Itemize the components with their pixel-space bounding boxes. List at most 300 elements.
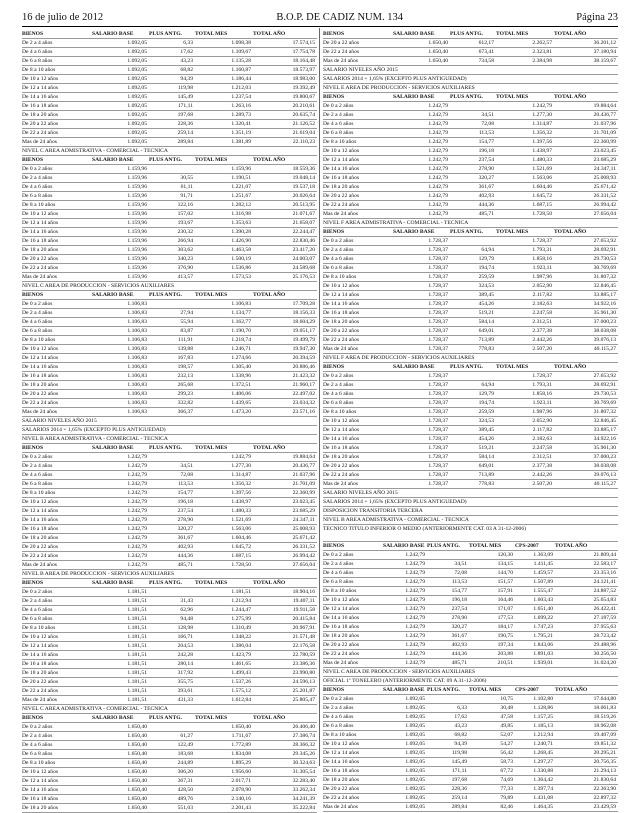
cell-value: 389,45 — [478, 427, 494, 433]
cell-value: 361,67 — [478, 184, 494, 190]
cell-value: 1.895,29 — [231, 760, 251, 766]
cell-value: 29.730,53 — [593, 256, 616, 262]
cell-value: 113,53 — [478, 130, 494, 136]
cell-value: 6,33 — [183, 40, 193, 46]
cell-value: 1.728,37 — [428, 472, 448, 478]
table-row — [323, 731, 618, 740]
cell-value: 1.181,51 — [127, 643, 147, 649]
cell-value: 1.499,43 — [231, 670, 251, 676]
cell-value: 355,75 — [177, 679, 193, 685]
cell-value: 25.671,42 — [292, 535, 315, 541]
table-row — [323, 614, 618, 623]
row-label: De 22 a 24 años — [323, 49, 360, 55]
cell-value: 1.500,19 — [231, 256, 251, 262]
table-row — [22, 210, 317, 219]
cell-value: 40.115,27 — [593, 481, 616, 487]
cell-value: 1.987,96 — [532, 409, 552, 415]
row-label: De 6 a 8 años — [323, 579, 354, 585]
cell-value: 25.008,93 — [292, 526, 315, 532]
cell-value: 266,94 — [177, 238, 193, 244]
cell-value: 1.728,37 — [428, 256, 448, 262]
cell-value: 1.092,05 — [405, 705, 425, 711]
row-label: De 18 a 20 años — [22, 805, 59, 811]
cell-value: 198,57 — [177, 364, 193, 370]
column-header: BIENOS — [22, 292, 44, 298]
table-row — [323, 605, 618, 614]
column-header: PLUS ANTG. — [450, 31, 483, 37]
cell-value: 24.589,68 — [292, 265, 315, 271]
row-label: De 18 a 20 años — [22, 112, 59, 118]
cell-value: 23.034,32 — [292, 400, 315, 406]
row-label: De 8 a 10 años — [22, 67, 56, 73]
column-header: TOTAL MES — [496, 364, 529, 370]
table-row — [22, 633, 317, 642]
table-header-row — [22, 444, 317, 453]
row-label: De 20 a 22 años — [22, 544, 59, 550]
cell-value: 17.709,28 — [292, 301, 315, 307]
cell-value: 1.728,37 — [428, 418, 448, 424]
cell-value: 431,33 — [177, 697, 193, 703]
cell-value: 196,18 — [451, 597, 467, 603]
cell-value: 38.038,08 — [593, 463, 616, 469]
cell-value: 1.092,05 — [405, 723, 425, 729]
cell-value: 17,62 — [454, 714, 467, 720]
cell-value: 21.830,64 — [593, 777, 616, 783]
table-row — [323, 174, 618, 183]
row-label: De 8 a 10 años — [323, 732, 357, 738]
table-row — [323, 596, 618, 605]
cell-value: 43,23 — [454, 723, 467, 729]
cell-value: 1.106,83 — [127, 400, 147, 406]
table-row — [22, 669, 317, 678]
cell-value: 30.256,50 — [593, 651, 616, 657]
row-label: De 10 a 12 años — [323, 148, 360, 154]
cell-value: 1.251,67 — [231, 193, 251, 199]
cell-value: 61,27 — [180, 733, 193, 739]
cell-value: 278,90 — [177, 517, 193, 523]
table-row — [22, 786, 317, 795]
table-header-row — [323, 363, 618, 372]
cell-value: 1.240,71 — [533, 741, 553, 747]
table-row — [323, 120, 618, 129]
row-label: De 6 a 8 años — [323, 265, 354, 271]
cell-value: 584,14 — [478, 319, 494, 325]
column-header: SALARIO BASE — [383, 543, 425, 549]
cell-value: 1.102,80 — [533, 696, 553, 702]
row-label: De 10 a 12 años — [22, 76, 59, 82]
table-row — [22, 804, 317, 813]
cell-value: 1.092,05 — [127, 67, 147, 73]
table-row — [22, 228, 317, 237]
row-label: Mas de 24 años — [22, 562, 57, 568]
column-header: BIENOS — [22, 445, 44, 451]
cell-value: 1.092,05 — [127, 40, 147, 46]
cell-value: 1.092,05 — [405, 732, 425, 738]
cell-value: 39.076,13 — [593, 337, 616, 343]
cell-value: 1.159,96 — [127, 211, 147, 217]
row-label: De 8 a 10 años — [22, 760, 56, 766]
cell-value: 1.793,31 — [532, 382, 552, 388]
cell-value: 32.846,45 — [593, 283, 616, 289]
cell-value: 1.092,05 — [405, 804, 425, 810]
column-header: TOTAL MES — [496, 31, 529, 37]
row-label: De 18 a 20 años — [323, 319, 360, 325]
cell-value: 1.242,79 — [127, 463, 147, 469]
cell-value — [427, 695, 469, 703]
row-label: De 6 a 8 años — [22, 481, 53, 487]
column-header: TOTAL MES — [496, 94, 529, 100]
column-header: PLUS ANTG. — [427, 687, 460, 693]
table-row — [22, 84, 317, 93]
cell-value: 1.305,40 — [231, 364, 251, 370]
table-row — [22, 678, 317, 687]
cell-value: 1.728,37 — [428, 274, 448, 280]
row-label: De 14 a 16 años — [22, 652, 59, 658]
section-title: NIVEL B AREA DE PRODUCCION - SERVICIOS AUXILIARES — [22, 570, 317, 579]
table-row — [22, 345, 317, 354]
table-row — [22, 318, 317, 327]
row-label: De 10 a 12 años — [22, 499, 59, 505]
cell-value: 204,53 — [177, 643, 193, 649]
cell-value: 134,15 — [497, 561, 513, 567]
cell-value: 29.730,53 — [593, 391, 616, 397]
table-row — [323, 102, 618, 111]
cell-value: 203,88 — [497, 651, 513, 657]
row-label: Mas de 24 años — [323, 660, 358, 666]
row-label: De 6 a 8 años — [22, 58, 53, 64]
cell-value: 519,21 — [478, 310, 494, 316]
cell-value: 1.092,05 — [405, 750, 425, 756]
column-header: TOTAL AÑO — [555, 543, 588, 549]
cell-value: 61,11 — [180, 184, 193, 190]
cell-value: 1.650,40 — [428, 40, 448, 46]
cell-value: 1.106,83 — [127, 409, 147, 415]
table-row — [22, 39, 317, 48]
column-header: BIENOS — [22, 580, 44, 586]
cell-value — [149, 723, 195, 731]
column-header: PLUS ANTG. — [450, 94, 483, 100]
row-label: De 16 a 18 años — [22, 796, 59, 802]
table-row — [323, 462, 618, 471]
column-header: PLUS ANTG. — [149, 445, 182, 451]
cell-value — [450, 372, 496, 380]
cell-value: 24.347,11 — [292, 517, 315, 523]
row-label: De 20 a 22 años — [323, 328, 360, 334]
cell-value: 1.645,72 — [231, 544, 251, 550]
cell-value: 49,85 — [500, 723, 513, 729]
row-label: De 20 a 22 años — [323, 463, 360, 469]
row-label: De 4 a 6 años — [22, 472, 53, 478]
cell-value: 27.653,92 — [593, 373, 616, 379]
cell-value: 23.990,80 — [292, 670, 315, 676]
table-row — [323, 57, 618, 66]
table-row — [323, 713, 618, 722]
cell-value: 1.390,28 — [231, 229, 251, 235]
cell-value: 17.574,15 — [292, 40, 315, 46]
cell-value: 26.994,42 — [593, 202, 616, 208]
cell-value: 1.181,51 — [127, 598, 147, 604]
cell-value: 1.244,47 — [231, 607, 251, 613]
cell-value: 1.092,05 — [405, 714, 425, 720]
cell-value: 34,51 — [481, 112, 494, 118]
cell-value: 34.241,39 — [292, 796, 315, 802]
cell-value: 242,28 — [177, 652, 193, 658]
cell-value: 167,83 — [177, 355, 193, 361]
cell-value: 1.092,05 — [127, 130, 147, 136]
cell-value: 1.274,66 — [231, 355, 251, 361]
row-label: De 2 a 4 años — [323, 561, 354, 567]
row-label: De 0 a 2 años — [22, 589, 53, 595]
cell-value: 30.324,63 — [292, 760, 315, 766]
row-label: De 6 a 8 años — [22, 616, 53, 622]
cell-value: 129,79 — [478, 391, 494, 397]
column-header: BIENOS — [22, 157, 44, 163]
cell-value: 37.180,94 — [593, 49, 616, 55]
cell-value: 1.728,37 — [428, 445, 448, 451]
row-label: De 20 a 22 años — [22, 121, 59, 127]
cell-value: 324,53 — [478, 283, 494, 289]
cell-value: 1.242,79 — [405, 597, 425, 603]
cell-value: 28.723,42 — [593, 633, 616, 639]
column-header: TOTAL MES — [496, 229, 529, 235]
table-row — [323, 417, 618, 426]
cell-value: 197,68 — [177, 112, 193, 118]
cell-value: 22.360,99 — [292, 490, 315, 496]
row-label: De 6 a 8 años — [323, 130, 354, 136]
row-label: De 2 a 4 años — [22, 40, 53, 46]
cell-value: 166,71 — [177, 634, 193, 640]
cell-value: 713,89 — [478, 472, 494, 478]
cell-value: 26.331,52 — [292, 544, 315, 550]
row-label: De 0 a 2 años — [323, 238, 354, 244]
table-row — [22, 219, 317, 228]
cell-value: 33.885,17 — [593, 292, 616, 298]
cell-value: 18.983,00 — [292, 76, 315, 82]
cell-value: 1.438,97 — [532, 148, 552, 154]
row-label: De 8 a 10 años — [22, 625, 56, 631]
table-row — [22, 525, 317, 534]
cell-value: 1.650,40 — [127, 787, 147, 793]
cell-value: 1.603,43 — [533, 597, 553, 603]
cell-value: 1.242,79 — [405, 642, 425, 648]
cell-value: 24.121,41 — [593, 579, 616, 585]
table-row — [323, 264, 618, 273]
cell-value: 17.754,78 — [292, 49, 315, 55]
table-row — [323, 327, 618, 336]
cell-value: 210,51 — [497, 660, 513, 666]
cell-value: 20.513,95 — [292, 202, 315, 208]
table-row — [22, 651, 317, 660]
cell-value: 278,90 — [478, 166, 494, 172]
cell-value: 19.392,49 — [292, 85, 315, 91]
cell-value: 1.563,06 — [532, 175, 552, 181]
cell-value: 122,16 — [177, 202, 193, 208]
right-column — [323, 30, 618, 812]
cell-value: 1.297,27 — [533, 759, 553, 765]
table-row — [22, 696, 317, 705]
cell-value: 1.242,79 — [127, 517, 147, 523]
cell-value: 91,71 — [180, 193, 193, 199]
section-title: SALARIO NIVELES AÑO 2015 — [323, 66, 618, 75]
column-header: TOTAL MES — [469, 687, 502, 693]
cell-value: 19.407,09 — [593, 732, 616, 738]
cell-value: 289,84 — [451, 804, 467, 810]
cell-value: 1.242,79 — [405, 552, 425, 558]
row-label: De 10 a 12 años — [323, 418, 360, 424]
cell-value: 1.277,30 — [231, 463, 251, 469]
row-label: De 20 a 22 años — [22, 256, 59, 262]
table-row — [22, 363, 317, 372]
cell-value: 1.268,45 — [533, 750, 553, 756]
table-row — [22, 102, 317, 111]
cell-value: 2.312,51 — [532, 454, 552, 460]
cell-value: 111,91 — [178, 337, 193, 343]
row-label: De 18 a 20 años — [22, 382, 59, 388]
cell-value: 367,31 — [177, 778, 193, 784]
section-title: NIVEL C AREA DE PRODUCCION - SERVICIOS AUXILIARES — [323, 668, 618, 677]
table-row — [22, 399, 317, 408]
cell-value: 119,98 — [177, 85, 193, 91]
row-label: De 0 a 2 años — [323, 696, 354, 702]
cell-value: 1.728,37 — [428, 436, 448, 442]
cell-value: 1.464,35 — [533, 804, 553, 810]
cell-value: 1.092,05 — [405, 696, 425, 702]
row-label: De 16 a 18 años — [323, 310, 360, 316]
cell-value: 1.190,70 — [231, 328, 251, 334]
table-row — [22, 129, 317, 138]
cell-value: 20.436,77 — [292, 463, 315, 469]
row-label: De 2 a 4 años — [323, 112, 354, 118]
cell-value: 1.728,37 — [428, 427, 448, 433]
row-label: De 14 a 16 años — [323, 166, 360, 172]
cell-value — [149, 165, 195, 173]
section-title: NIVEL B AREA ADMISTRATIVA - COMERCIAL - TECNICA — [323, 516, 618, 525]
row-label: De 14 a 16 años — [22, 364, 59, 370]
column-header: PLUS ANTG. — [149, 31, 182, 37]
row-label: De 8 a 10 años — [323, 139, 357, 145]
cell-value: 64,94 — [481, 247, 494, 253]
cell-value: 1.159,96 — [127, 274, 147, 280]
left-column — [22, 30, 317, 813]
cell-value: 68,82 — [180, 67, 193, 73]
cell-value: 1.221,07 — [231, 184, 251, 190]
table-row — [22, 687, 317, 696]
table-row — [323, 785, 618, 794]
row-label: De 14 a 16 años — [22, 517, 59, 523]
cell-value: 94,48 — [180, 616, 193, 622]
table-row — [323, 129, 618, 138]
cell-value: 1.650,40 — [127, 751, 147, 757]
cell-value: 1.310,49 — [231, 625, 251, 631]
cell-value: 320,27 — [177, 526, 193, 532]
cell-value: 21.701,09 — [292, 481, 315, 487]
cell-value — [149, 588, 195, 596]
table-row — [323, 767, 618, 776]
page-header — [22, 10, 618, 24]
row-label: De 0 a 2 años — [22, 724, 53, 730]
cell-value: 1.159,96 — [127, 256, 147, 262]
cell-value: 1.728,37 — [428, 346, 448, 352]
cell-value: 22.363,90 — [593, 786, 616, 792]
cell-value: 1.555,47 — [533, 588, 553, 594]
cell-value: 21.809,44 — [593, 552, 616, 558]
cell-value: 33.262,34 — [292, 787, 315, 793]
table-row — [22, 543, 317, 552]
cell-value: 230,32 — [177, 229, 193, 235]
row-label: De 4 a 6 años — [323, 121, 354, 127]
cell-value: 29.488,96 — [593, 642, 616, 648]
table-row — [22, 336, 317, 345]
cell-value: 1.891,03 — [533, 651, 553, 657]
cell-value: 22.897,32 — [593, 795, 616, 801]
cell-value: 21.571,48 — [292, 634, 315, 640]
column-header: SALARIO BASE — [393, 364, 435, 370]
cell-value: 1.386,04 — [231, 643, 251, 649]
cell-value: 22.176,58 — [292, 643, 315, 649]
cell-value: 778,83 — [478, 346, 494, 352]
cell-value: 237,54 — [177, 508, 193, 514]
column-header: TOTAL AÑO — [253, 715, 286, 721]
row-label: De 6 a 8 años — [22, 328, 53, 334]
table-row — [323, 453, 618, 462]
cell-value: 29.345,26 — [292, 751, 315, 757]
cell-value: 485,71 — [478, 211, 494, 217]
cell-value: 1.923,11 — [532, 265, 552, 271]
cell-value: 1.106,83 — [127, 337, 147, 343]
cell-value: 1.651,40 — [533, 606, 553, 612]
cell-value: 778,83 — [478, 481, 494, 487]
table-row — [323, 300, 618, 309]
table-row — [22, 264, 317, 273]
table-row — [323, 471, 618, 480]
cell-value: 1.242,79 — [428, 103, 448, 109]
cell-value: 1.128,86 — [533, 705, 553, 711]
cell-value: 31.807,32 — [593, 274, 616, 280]
row-label: De 6 a 8 años — [22, 751, 53, 757]
cell-value: 1.275,99 — [231, 616, 251, 622]
cell-value: 734,58 — [478, 58, 494, 64]
cell-value: 376,90 — [177, 265, 193, 271]
cell-value: 1.363,09 — [533, 552, 553, 558]
cell-value: 28.692,91 — [593, 382, 616, 388]
cell-value: 23.571,16 — [292, 409, 315, 415]
cell-value: 26.422,41 — [593, 606, 616, 612]
table-row — [22, 750, 317, 759]
row-label: De 20 a 22 años — [323, 642, 360, 648]
cell-value: 27,94 — [180, 310, 193, 316]
cell-value: 67,72 — [500, 768, 513, 774]
cell-value: 32.846,45 — [593, 418, 616, 424]
table-row — [323, 138, 618, 147]
cell-value: 1.181,51 — [127, 607, 147, 613]
table-row — [22, 768, 317, 777]
row-label: De 14 a 16 años — [22, 787, 59, 793]
table-row — [323, 704, 618, 713]
row-label: Mas de 24 años — [22, 697, 57, 703]
cell-value: 1.106,83 — [127, 328, 147, 334]
cell-value: 366,37 — [177, 409, 193, 415]
column-header: SALARIO BASE — [92, 445, 134, 451]
row-label: De 20 a 22 años — [22, 391, 59, 397]
cell-value: 22.360,99 — [593, 139, 616, 145]
cell-value: 1.364,42 — [533, 777, 553, 783]
row-label: De 4 a 6 años — [323, 391, 354, 397]
cell-value: 1.834,08 — [231, 751, 251, 757]
cell-value: 1.242,79 — [428, 139, 448, 145]
table-row — [323, 551, 618, 560]
cell-value: 19.051,17 — [292, 328, 315, 334]
column-header: SALARIO BASE — [92, 292, 134, 298]
